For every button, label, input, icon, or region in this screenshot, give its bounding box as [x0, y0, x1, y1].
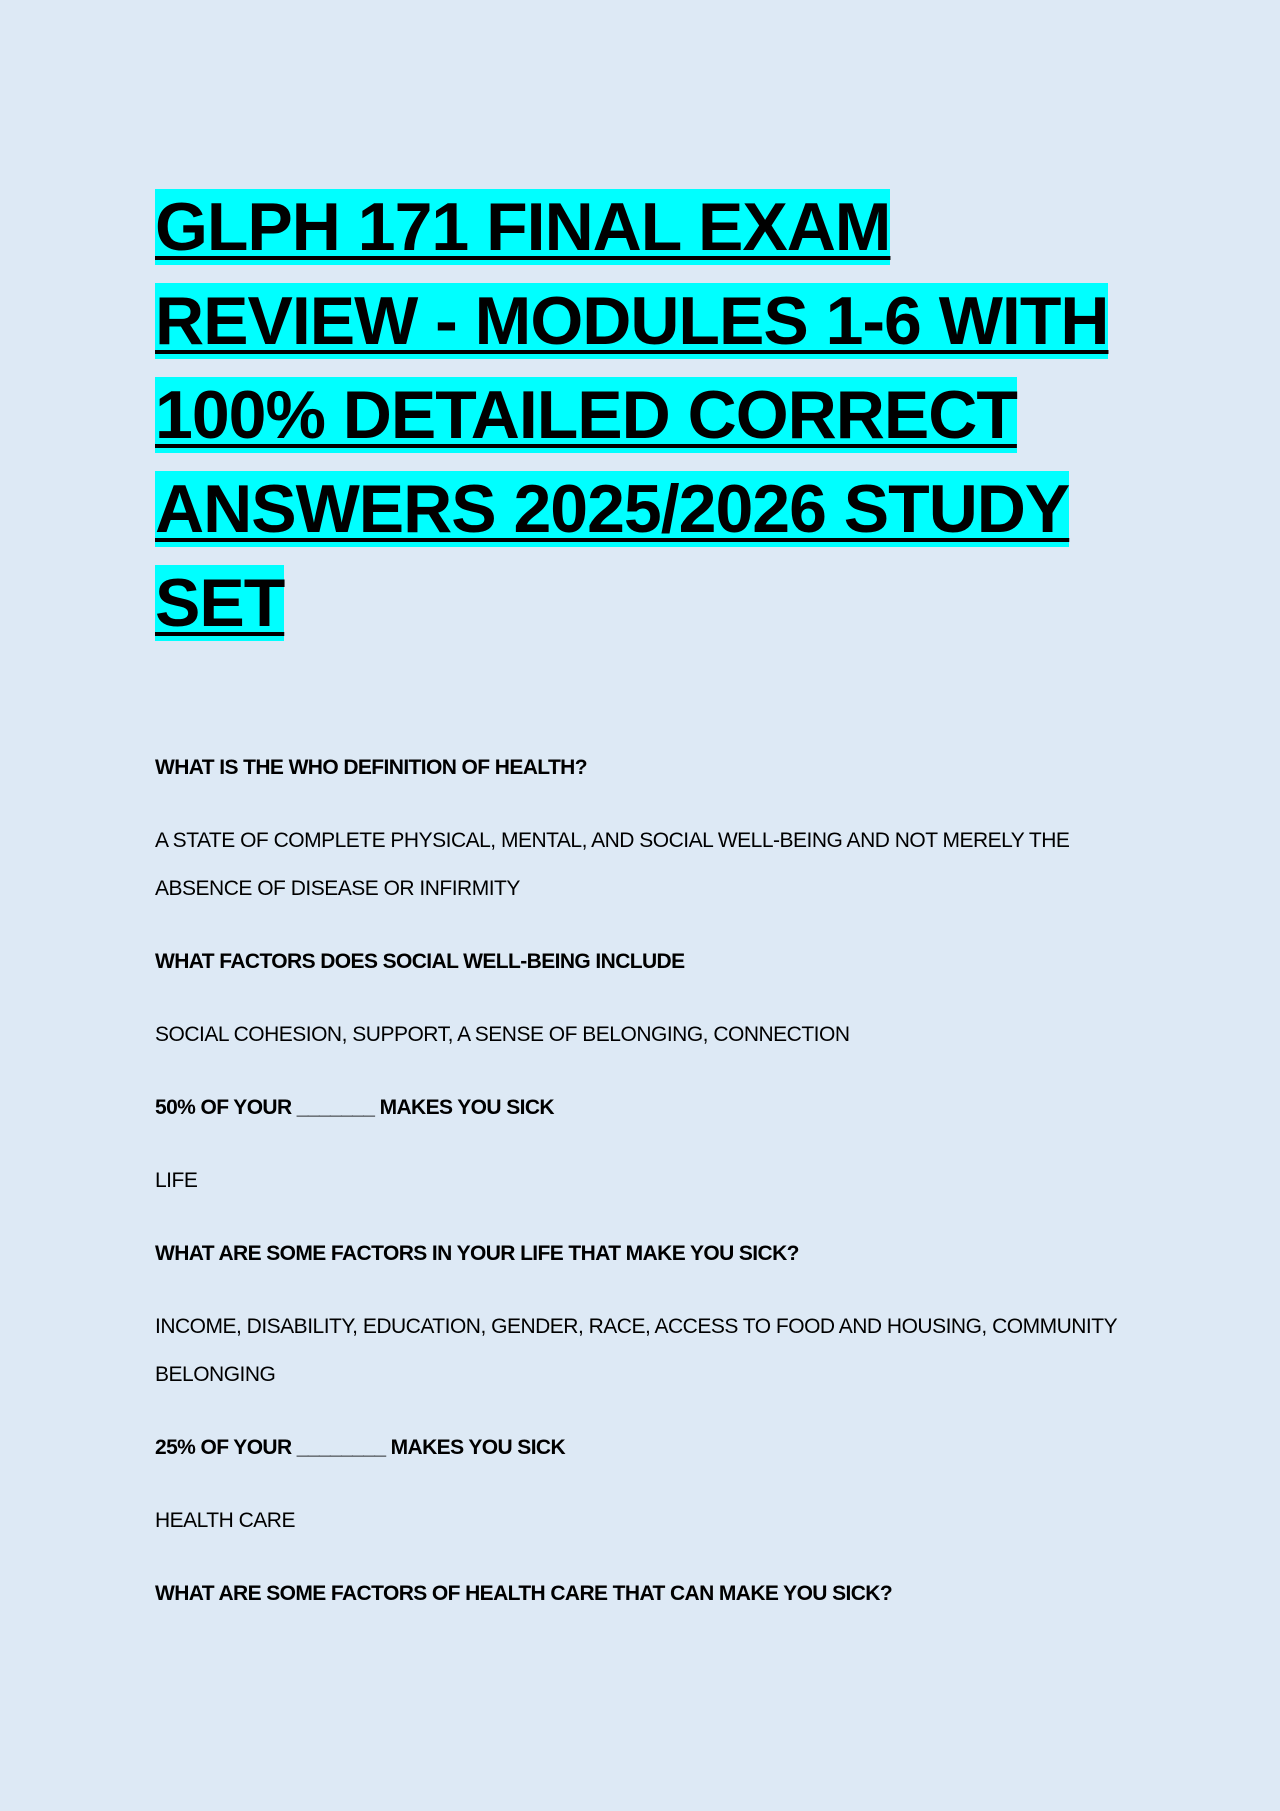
document-body [155, 180, 1135, 1643]
answer-5: HEALTH CARE [155, 1509, 295, 1532]
question-1: WHAT IS THE WHO DEFINITION OF HEALTH? [155, 756, 587, 779]
question-3: 50% OF YOUR _______ MAKES YOU SICK [155, 1096, 554, 1119]
question-4: WHAT ARE SOME FACTORS IN YOUR LIFE THAT MAKE YOU SICK? [155, 1242, 799, 1265]
answer-4: INCOME, DISABILITY, EDUCATION, GENDER, RACE, ACCESS TO FOOD AND HOUSING, COMMUNITY BELONGING [155, 1315, 1117, 1386]
document-title [155, 180, 1135, 650]
question-5: 25% OF YOUR ________ MAKES YOU SICK [155, 1436, 566, 1459]
answer-2: SOCIAL COHESION, SUPPORT, A SENSE OF BELONGING, CONNECTION [155, 1023, 850, 1046]
question-2: WHAT FACTORS DOES SOCIAL WELL-BEING INCLUDE [155, 950, 685, 973]
question-6: WHAT ARE SOME FACTORS OF HEALTH CARE THAT CAN MAKE YOU SICK? [155, 1582, 893, 1605]
answer-1: A STATE OF COMPLETE PHYSICAL, MENTAL, AND SOCIAL WELL-BEING AND NOT MERELY THE ABSENCE OF DISEASE OR INFIRMITY [155, 829, 1070, 900]
qa-list [155, 744, 1135, 1618]
document-title-text: GLPH 171 FINAL EXAM REVIEW - MODULES 1-6 WITH 100% DETAILED CORRECT ANSWERS 2025/2026 STUDY SET [155, 189, 1109, 641]
answer-3: LIFE [155, 1169, 198, 1192]
